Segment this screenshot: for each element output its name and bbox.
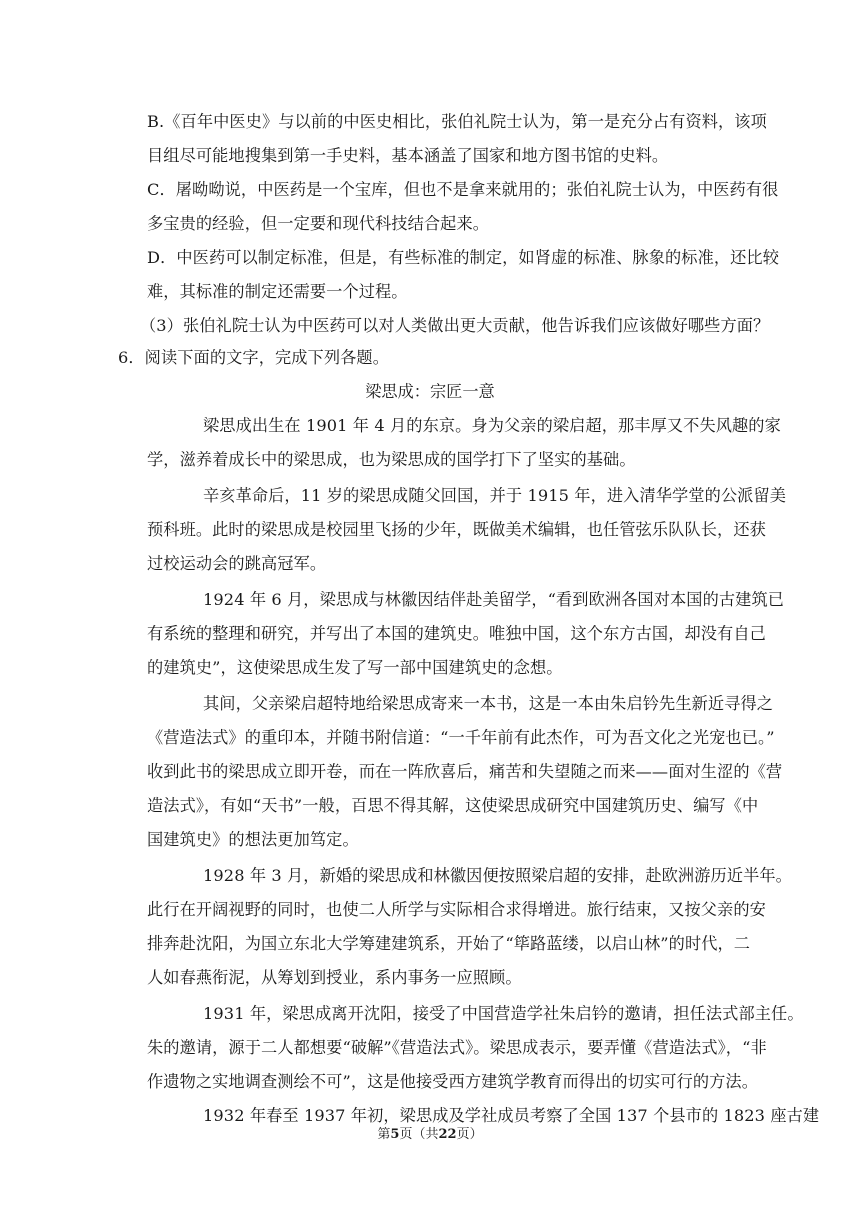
option-d-line-1: D．中医药可以制定标准，但是，有些标准的制定，如肾虚的标准、脉象的标准，还比较 (147, 248, 780, 267)
footer-middle: 页（共 (399, 1127, 439, 1142)
paragraph-4-line-2: 《营造法式》的重印本，并随书附信道：“一千年前有此杰作，可为吾文化之光宠也已。” (147, 728, 775, 747)
paragraph-4-line-1: 其间，父亲梁启超特地给梁思成寄来一本书，这是一本由朱启钤先生新近寻得之 (203, 694, 774, 713)
paragraph-6-line-3: 作遗物之实地调查测绘不可”，这是他接受西方建筑学教育而得出的切实可行的方法。 (147, 1072, 759, 1091)
question-6: 6．阅读下面的文字，完成下列各题。 (118, 348, 389, 367)
paragraph-5-line-2: 此行在开阔视野的同时，也使二人所学与实际相合求得增进。旅行结束，又按父亲的安 (147, 900, 766, 919)
option-b-line-1: B.《百年中医史》与以前的中医史相比，张伯礼院士认为，第一是充分占有资料，该项 (147, 112, 767, 131)
paragraph-2-line-1: 辛亥革命后，11 岁的梁思成随父回国，并于 1915 年，进入清华学堂的公派留美 (203, 486, 787, 505)
paragraph-1-line-2: 学，滋养着成长中的梁思成，也为梁思成的国学打下了坚实的基础。 (147, 450, 636, 469)
paragraph-1-line-1: 梁思成出生在 1901 年 4 月的东京。身为父亲的梁启超，那丰厚又不失风趣的家 (203, 416, 781, 435)
paragraph-5-line-3: 排奔赴沈阳，为国立东北大学筹建建筑系，开始了“筚路蓝缕，以启山林”的时代，二 (147, 934, 751, 953)
paragraph-2-line-2: 预科班。此时的梁思成是校园里飞扬的少年，既做美术编辑，也任管弦乐队队长，还获 (147, 520, 766, 539)
footer-prefix: 第 (377, 1127, 391, 1142)
paragraph-3-line-2: 有系统的整理和研究，并写出了本国的建筑史。唯独中国，这个东方古国，却没有自己 (147, 624, 766, 643)
option-c-line-1: C．屠呦呦说，中医药是一个宝库，但也不是拿来就用的；张伯礼院士认为，中医药有很 (147, 180, 779, 199)
paragraph-3-line-1: 1924 年 6 月，梁思成与林徽因结伴赴美留学，“看到欧洲各国对本国的古建筑已 (203, 590, 785, 609)
paragraph-3-line-3: 的建筑史”，这使梁思成生发了写一部中国建筑史的念想。 (147, 658, 563, 677)
paragraph-2-line-3: 过校运动会的跳高冠军。 (147, 554, 327, 573)
paragraph-4-line-3: 收到此书的梁思成立即开卷，而在一阵欣喜后，痛苦和失望随之而来——面对生涩的《营 (147, 762, 783, 781)
paragraph-6-line-1: 1931 年，梁思成离开沈阳，接受了中国营造学社朱启钤的邀请，担任法式部主任。 (203, 1004, 804, 1023)
question-3: （3）张伯礼院士认为中医药可以对人类做出更大贡献，他告诉我们应该做好哪些方面？ (140, 316, 770, 335)
paragraph-4-line-5: 国建筑史》的想法更加笃定。 (147, 830, 359, 849)
footer-page-number: 5 (390, 1127, 400, 1142)
footer-page-total: 22 (438, 1127, 457, 1142)
paragraph-5-line-4: 人如春燕衔泥，从筹划到授业，系内事务一应照顾。 (147, 968, 522, 987)
page-footer (0, 1126, 860, 1144)
paragraph-7-line-1: 1932 年春至 1937 年初，梁思成及学社成员考察了全国 137 个县市的 1823 座古建 (203, 1106, 820, 1125)
paragraph-5-line-1: 1928 年 3 月，新婚的梁思成和林徽因便按照梁启超的安排，赴欧洲游历近半年。 (203, 866, 792, 885)
footer-suffix: 页） (456, 1127, 483, 1142)
paragraph-6-line-2: 朱的邀请，源于二人都想要“破解”《营造法式》。梁思成表示，要弄懂《营造法式》，“非 (147, 1038, 767, 1057)
option-c-line-2: 多宝贵的经验，但一定要和现代科技结合起来。 (147, 214, 490, 233)
option-d-line-2: 难，其标准的制定还需要一个过程。 (147, 282, 408, 301)
article-title: 梁思成：宗匠一意 (365, 382, 495, 401)
paragraph-4-line-4: 造法式》，有如“天书”一般，百思不得其解，这使梁思成研究中国建筑历史、编写《中 (147, 796, 759, 815)
option-b-line-2: 目组尽可能地搜集到第一手史料，基本涵盖了国家和地方图书馆的史料。 (147, 146, 669, 165)
